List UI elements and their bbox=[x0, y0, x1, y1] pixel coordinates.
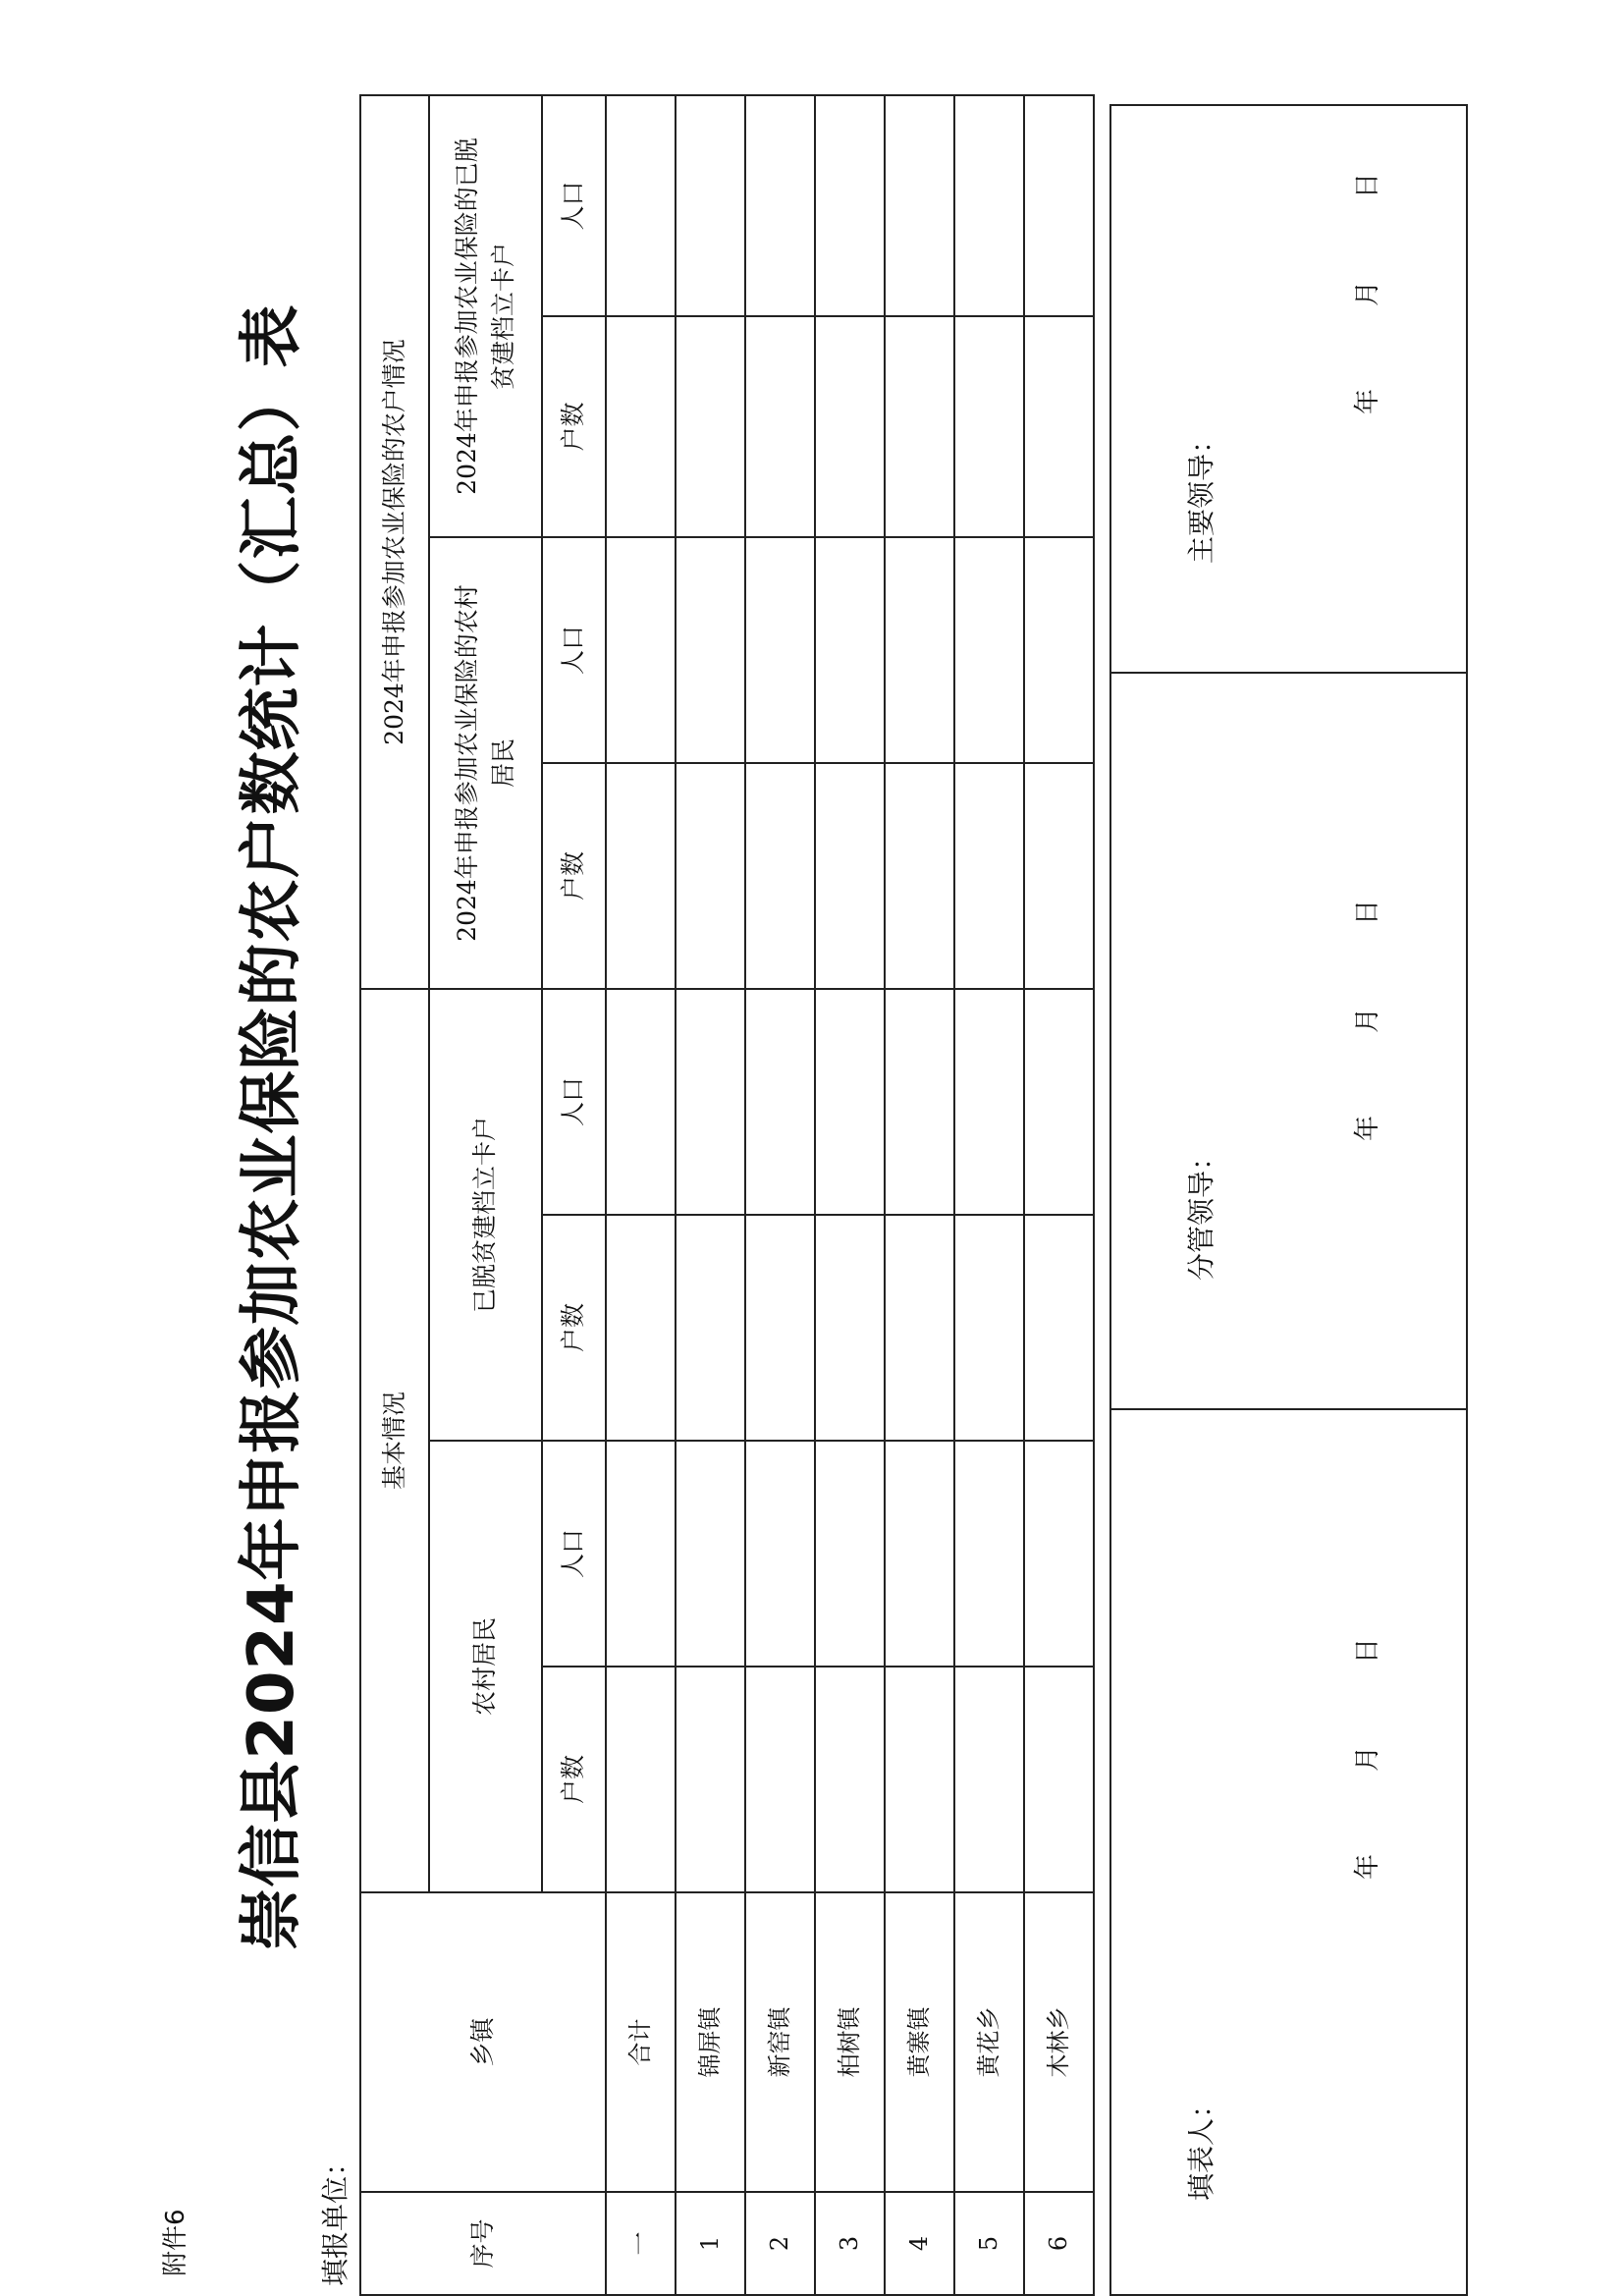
data-cell[interactable] bbox=[745, 763, 815, 989]
header-households: 户数 bbox=[542, 1667, 606, 1892]
date-line bbox=[1347, 132, 1383, 456]
data-cell[interactable] bbox=[676, 537, 745, 763]
data-cell[interactable] bbox=[885, 1441, 954, 1667]
row-town: 柏树镇 bbox=[815, 1892, 885, 2192]
data-cell[interactable] bbox=[815, 95, 885, 316]
document-title: 崇信县2024年申报参加农业保险的农户数统计（汇总）表 bbox=[236, 303, 308, 1951]
date-line bbox=[1347, 1597, 1383, 1921]
data-cell[interactable] bbox=[815, 316, 885, 537]
year-label: 年 bbox=[1353, 1854, 1382, 1881]
chief-leader-label: 主要领导： bbox=[1185, 425, 1217, 564]
deputy-leader-section bbox=[1111, 672, 1466, 1410]
data-cell[interactable] bbox=[676, 1667, 745, 1892]
row-seq: 一 bbox=[606, 2192, 676, 2295]
data-cell[interactable] bbox=[1024, 537, 1094, 763]
data-cell[interactable] bbox=[745, 1667, 815, 1892]
data-cell[interactable] bbox=[676, 1441, 745, 1667]
row-seq: 3 bbox=[815, 2192, 885, 2295]
data-cell[interactable] bbox=[954, 1441, 1024, 1667]
header-population: 人口 bbox=[542, 95, 606, 316]
row-seq: 2 bbox=[745, 2192, 815, 2295]
data-cell[interactable] bbox=[606, 989, 676, 1215]
data-cell[interactable] bbox=[1024, 95, 1094, 316]
data-cell[interactable] bbox=[676, 316, 745, 537]
data-cell[interactable] bbox=[606, 1667, 676, 1892]
row-seq: 6 bbox=[1024, 2192, 1094, 2295]
row-seq: 4 bbox=[885, 2192, 954, 2295]
table-row bbox=[885, 95, 954, 2295]
signature-area bbox=[1109, 104, 1468, 2296]
table-row bbox=[745, 95, 815, 2295]
data-cell[interactable] bbox=[815, 1667, 885, 1892]
data-cell[interactable] bbox=[1024, 989, 1094, 1215]
header-basic: 基本情况 bbox=[360, 989, 429, 1892]
data-cell[interactable] bbox=[1024, 1441, 1094, 1667]
header-poverty-households: 已脱贫建档立卡户 bbox=[429, 989, 542, 1441]
header-households: 户数 bbox=[542, 316, 606, 537]
filler-section bbox=[1111, 1410, 1466, 2294]
month-label: 月 bbox=[1353, 1008, 1382, 1034]
data-cell[interactable] bbox=[745, 537, 815, 763]
data-cell[interactable] bbox=[606, 95, 676, 316]
data-cell[interactable] bbox=[885, 763, 954, 989]
reporting-unit-label: 填报单位： bbox=[319, 2148, 352, 2286]
data-cell[interactable] bbox=[1024, 1667, 1094, 1892]
header-population: 人口 bbox=[542, 989, 606, 1215]
table-row bbox=[676, 95, 745, 2295]
day-label: 日 bbox=[1353, 1638, 1382, 1665]
row-town: 锦屏镇 bbox=[676, 1892, 745, 2192]
data-cell[interactable] bbox=[885, 316, 954, 537]
filler-label: 填表人： bbox=[1185, 2090, 1217, 2201]
data-cell[interactable] bbox=[606, 316, 676, 537]
data-cell[interactable] bbox=[954, 537, 1024, 763]
header-seq: 序号 bbox=[360, 2192, 606, 2295]
data-cell[interactable] bbox=[1024, 316, 1094, 537]
data-cell[interactable] bbox=[954, 1667, 1024, 1892]
data-cell[interactable] bbox=[676, 989, 745, 1215]
year-label: 年 bbox=[1353, 1116, 1382, 1142]
header-households: 户数 bbox=[542, 763, 606, 989]
data-cell[interactable] bbox=[676, 763, 745, 989]
data-cell[interactable] bbox=[1024, 763, 1094, 989]
year-label: 年 bbox=[1353, 389, 1382, 415]
data-cell[interactable] bbox=[815, 763, 885, 989]
data-cell[interactable] bbox=[606, 1215, 676, 1441]
data-cell[interactable] bbox=[676, 95, 745, 316]
data-cell[interactable] bbox=[885, 1215, 954, 1441]
data-cell[interactable] bbox=[676, 1215, 745, 1441]
row-seq: 1 bbox=[676, 2192, 745, 2295]
header-town: 乡镇 bbox=[360, 1892, 606, 2192]
data-cell[interactable] bbox=[745, 95, 815, 316]
statistics-table bbox=[359, 94, 1095, 2296]
header-insured-poverty: 2024年申报参加农业保险的已脱贫建档立卡户 bbox=[429, 95, 542, 537]
data-cell[interactable] bbox=[885, 537, 954, 763]
data-cell[interactable] bbox=[815, 989, 885, 1215]
data-cell[interactable] bbox=[606, 537, 676, 763]
day-label: 日 bbox=[1353, 900, 1382, 926]
data-cell[interactable] bbox=[745, 1441, 815, 1667]
month-label: 月 bbox=[1353, 1746, 1382, 1773]
data-cell[interactable] bbox=[885, 95, 954, 316]
header-insured-rural: 2024年申报参加农业保险的农村居民 bbox=[429, 537, 542, 989]
data-cell[interactable] bbox=[885, 1667, 954, 1892]
row-seq: 5 bbox=[954, 2192, 1024, 2295]
table-row bbox=[954, 95, 1024, 2295]
row-town: 黄寨镇 bbox=[885, 1892, 954, 2192]
data-cell[interactable] bbox=[815, 537, 885, 763]
data-cell[interactable] bbox=[1024, 1215, 1094, 1441]
header-population: 人口 bbox=[542, 537, 606, 763]
day-label: 日 bbox=[1353, 173, 1382, 199]
table-row bbox=[1024, 95, 1094, 2295]
table-row bbox=[815, 95, 885, 2295]
data-cell[interactable] bbox=[885, 989, 954, 1215]
data-cell[interactable] bbox=[954, 316, 1024, 537]
header-population: 人口 bbox=[542, 1441, 606, 1667]
data-cell[interactable] bbox=[815, 1215, 885, 1441]
attachment-label: 附件6 bbox=[161, 2209, 190, 2276]
date-line bbox=[1347, 858, 1383, 1182]
data-cell[interactable] bbox=[954, 95, 1024, 316]
row-town: 黄花乡 bbox=[954, 1892, 1024, 2192]
deputy-leader-label: 分管领导： bbox=[1185, 1142, 1217, 1281]
data-cell[interactable] bbox=[745, 316, 815, 537]
data-cell[interactable] bbox=[954, 989, 1024, 1215]
data-cell[interactable] bbox=[745, 1215, 815, 1441]
header-households: 户数 bbox=[542, 1215, 606, 1441]
data-cell[interactable] bbox=[954, 1215, 1024, 1441]
row-town: 合计 bbox=[606, 1892, 676, 2192]
data-cell[interactable] bbox=[606, 1441, 676, 1667]
table-row bbox=[606, 95, 676, 2295]
data-cell[interactable] bbox=[745, 989, 815, 1215]
header-insured-2024: 2024年申报参加农业保险的农户情况 bbox=[360, 95, 429, 989]
chief-leader-section bbox=[1111, 100, 1466, 674]
month-label: 月 bbox=[1353, 281, 1382, 307]
row-town: 新窑镇 bbox=[745, 1892, 815, 2192]
row-town: 木林乡 bbox=[1024, 1892, 1094, 2192]
data-cell[interactable] bbox=[954, 763, 1024, 989]
header-rural-residents: 农村居民 bbox=[429, 1441, 542, 1892]
data-cell[interactable] bbox=[815, 1441, 885, 1667]
data-cell[interactable] bbox=[606, 763, 676, 989]
